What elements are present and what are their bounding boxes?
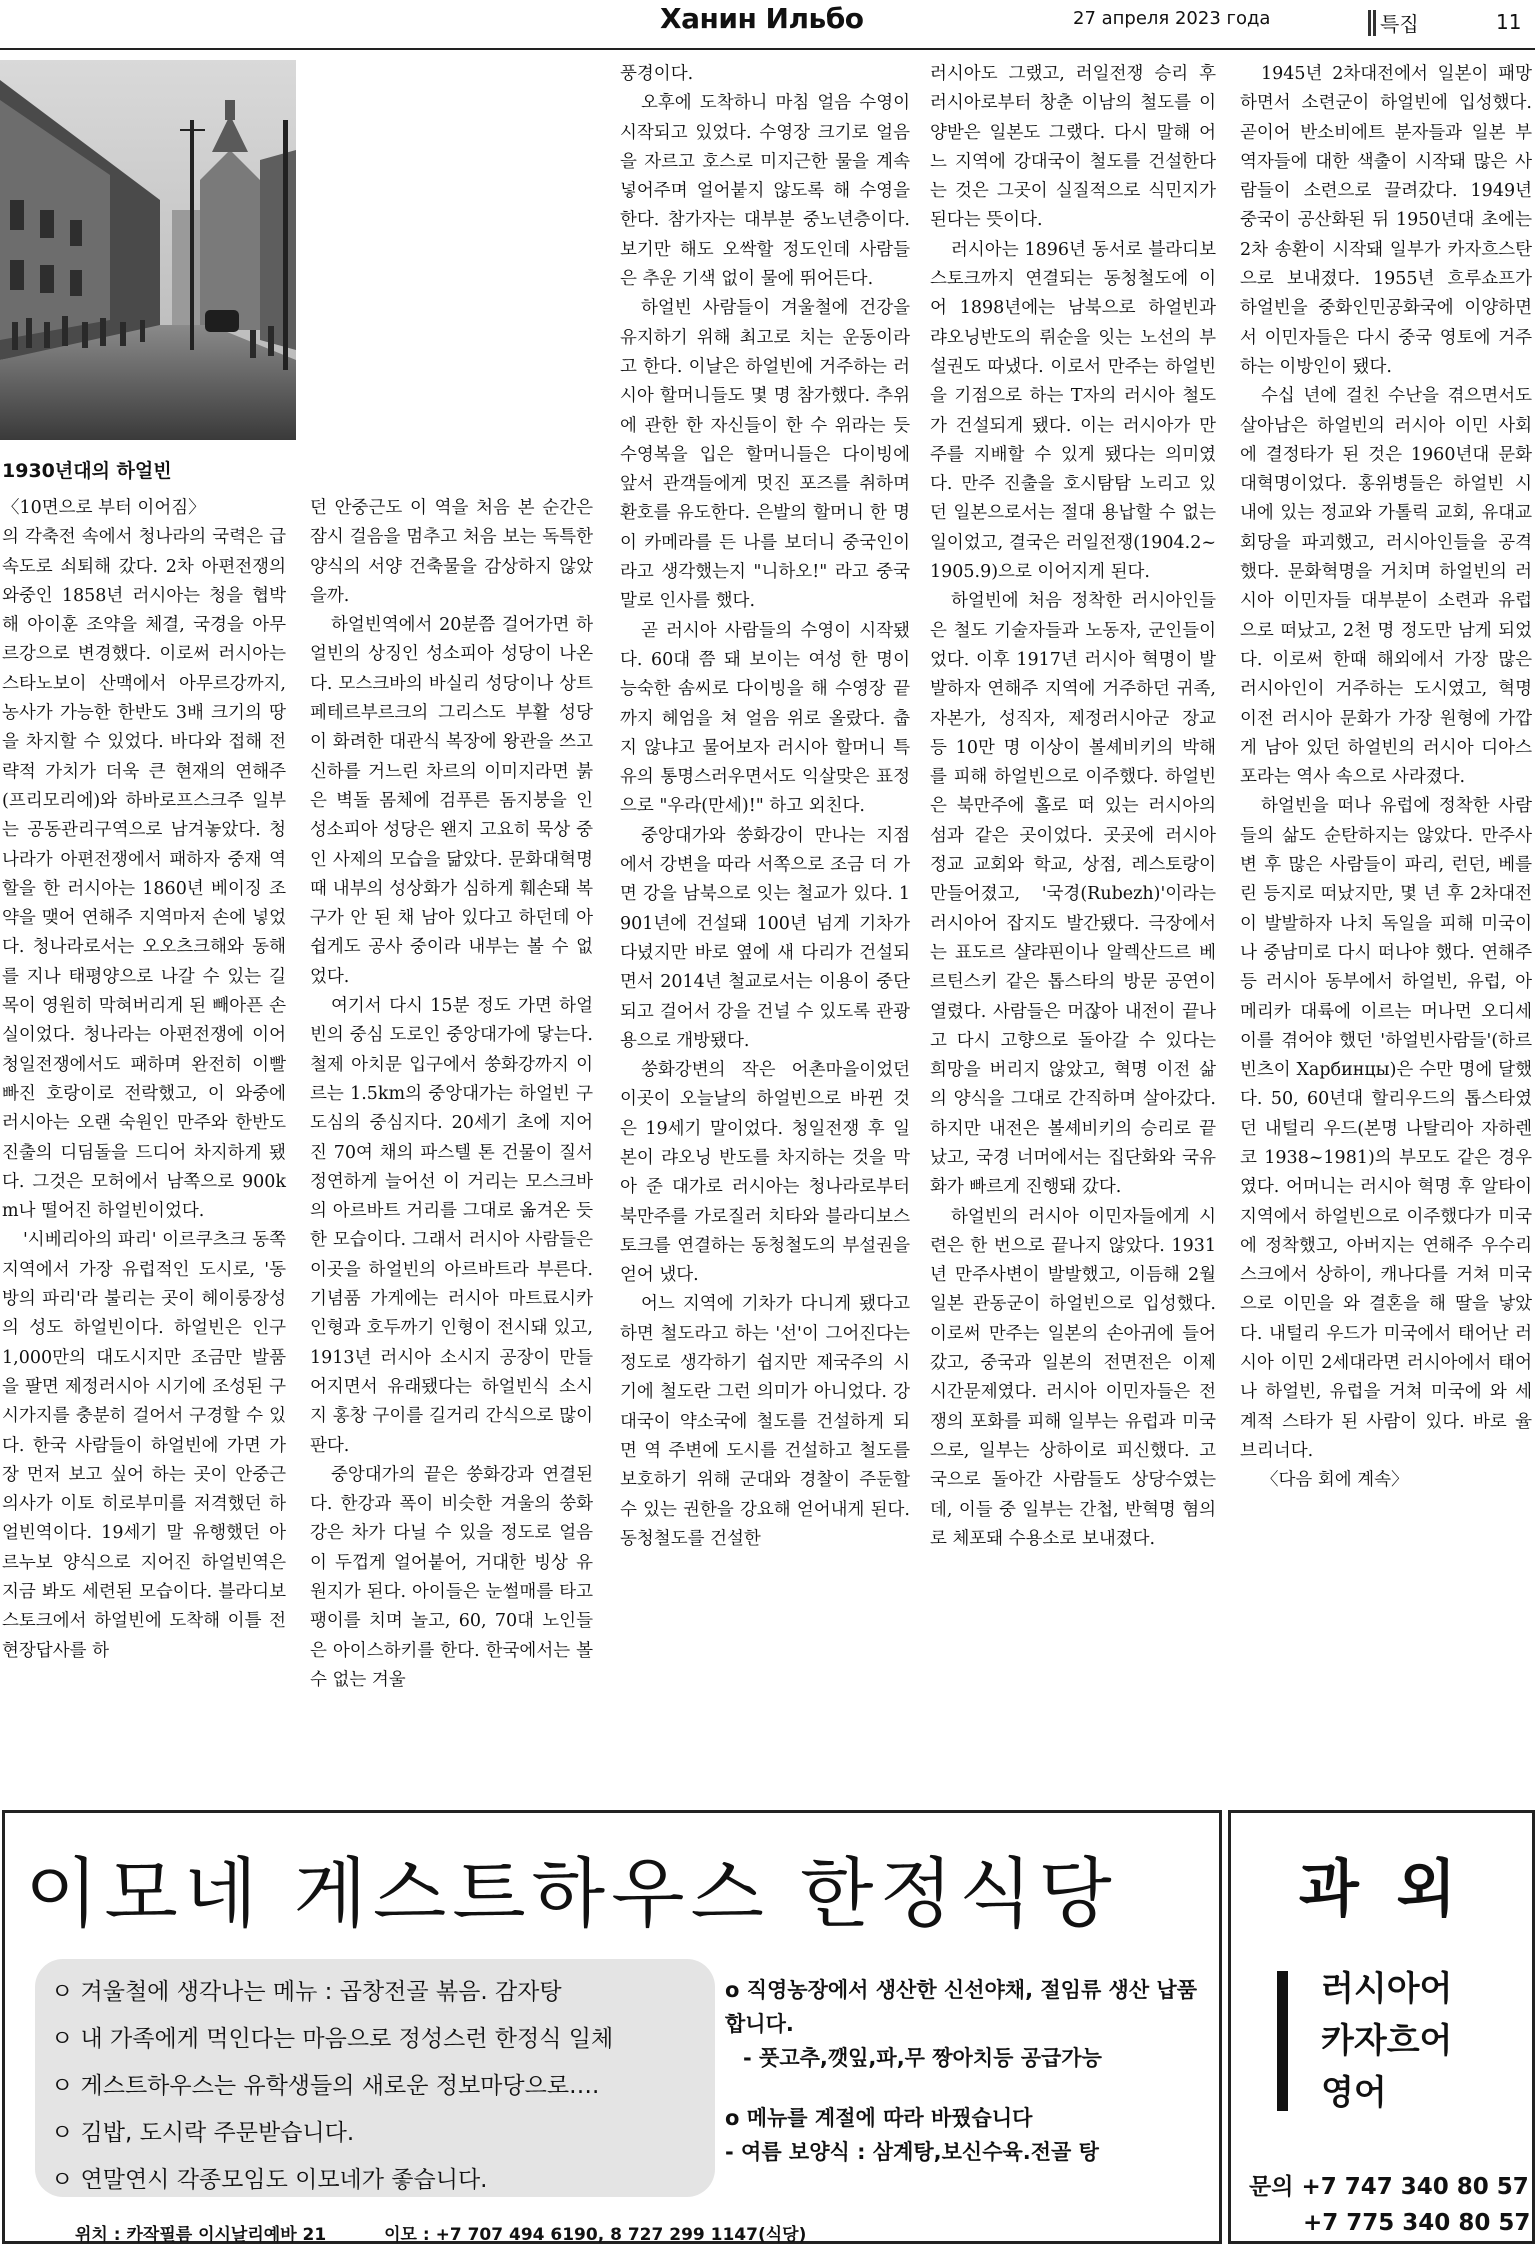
article-column-4: [930, 60, 1216, 1776]
contact-phone: +7 747 340 80 57: [1301, 2174, 1529, 2200]
ad-info-item: - 여름 보양식 : 삼계탕,보신수육.전골 탕: [725, 2140, 1099, 2164]
accent-bar: [1277, 1971, 1288, 2111]
ad-contact-line: [75, 2220, 858, 2245]
article-paragraph: 곧 러시아 사람들의 수영이 시작됐다. 60대 쯤 돼 보이는 여성 한 명이 능숙한 솜씨로 다이빙을 해 수영장 끝까지 헤엄을 쳐 얼음 위로 올랐다. 춥지 않냐고 물어보자 러시아 할머니 특유의 통명스러우면서도 익살맞은 표정으로 "우라(만세)!" 하고 외친다.: [620, 620, 910, 817]
header-rule: [0, 48, 1535, 50]
contact-phone: +7 775 340 80 57: [1303, 2210, 1531, 2236]
article-paragraph: 〈10면으로 부터 이어짐〉: [2, 498, 206, 518]
section-marker-icon: [1368, 10, 1376, 36]
article-paragraph: 오후에 도착하니 마침 얼음 수영이 시작되고 있었다. 수영장 크기로 얼음을 자르고 호스로 미지근한 물을 계속 넣어주며 얼어붙지 않도록 해 수영을 한다. 참가자는 대부분 중노년층이다. 보기만 해도 오싹할 정도인데 사람들은 추운 기색 없이 물에 뛰어든다.: [620, 93, 910, 290]
ad-title: 과 외: [1298, 1852, 1465, 1925]
article-paragraph: 하얼빈역에서 20분쯤 걸어가면 하얼빈의 상징인 성소피아 성당이 나온다. 모스크바의 바실리 성당이나 상트페테르부르크의 그리스도 부활 성당이 화려한 대관식 복장에 왕관을 쓰고 신하를 거느린 차르의 이미지라면 붉은 벽돌 몸체에 검푸른 돔지붕을 인 성소피아 성당은 왠지 고요히 묵상 중인 사제의 모습을 닮았다. 문화대혁명 때 내부의 성상화가 심하게 훼손돼 복구가 안 된 채 남아 있다고 하던데 아쉽게도 공사 중이라 내부는 볼 수 없었다.: [310, 615, 593, 987]
ad-info-item: o 메뉴를 계절에 따라 바꿨습니다: [725, 2106, 1033, 2130]
page-header: [0, 0, 1535, 50]
guesthouse-advertisement: [2, 1810, 1222, 2244]
continued-note: 〈다음 회에 계속〉: [1261, 1470, 1409, 1491]
article-paragraph: 러시아는 1896년 동서로 블라디보스토크까지 연결되는 동청철도에 이어 1898년에는 남북으로 하얼빈과 랴오닝반도의 뤼순을 잇는 노선의 부설권도 따냈다. 이로서 만주는 하얼빈을 기점으로 하는 T자의 러시아 철도가 건설되게 됐다. 이는 러시아가 만주를 지배할 수 있게 됐다는 의미였다. 만주 진출을 호시탐탐 노리고 있던 일본으로서는 절대 용납할 수 없는 일이었고, 결국은 러일전쟁(1904.2~1905.9)으로 이어지게 된다.: [930, 239, 1216, 583]
article-paragraph: 러시아도 그랬고, 러일전쟁 승리 후 러시아로부터 창춘 이남의 철도를 이양받은 일본도 그랬다. 다시 말해 어느 지역에 강대국이 철도를 건설한다는 것은 그곳이 실질적으로 식민지가 된다는 뜻이다.: [930, 64, 1216, 231]
article-paragraph: 하얼빈에 처음 정착한 러시아인들은 철도 기술자들과 노동자, 군인들이었다. 이후 1917년 러시아 혁명이 발발하자 연해주 지역에 거주하던 귀족, 자본가, 성직자, 제정러시아군 장교 등 10만 명 이상이 볼셰비키의 박해를 피해 하얼빈으로 이주했다. 하얼빈은 북만주에 홀로 떠 있는 러시아의 섬과 같은 곳이었다. 곳곳에 러시아 정교 교회와 학교, 상점, 레스토랑이 만들어졌고, '국경(Rubezh)'이라는 러시아어 잡지도 발간됐다. 극장에서는 표도르 샬랴핀이나 알렉산드르 베르틴스키 같은 톱스타의 방문 공연이 열렸다. 사람들은 머잖아 내전이 끝나고 다시 고향으로 돌아갈 수 있다는 희망을 버리지 않았고, 혁명 이전 삶의 양식을 그대로 간직하며 살아갔다. 하지만 내전은 볼셰비키의 승리로 끝났고, 국경 너머에서는 집단화와 국유화가 빠르게 진행돼 갔다.: [930, 591, 1216, 1198]
article-column-5: [1240, 60, 1532, 1491]
article-column-2: [310, 494, 593, 1776]
article-paragraph: '시베리아의 파리' 이르쿠츠크 동쪽 지역에서 가장 유럽적인 도시로, '동방의 파리'라 불리는 곳이 헤이룽장성의 성도 하얼빈이다. 하얼빈은 인구 1,000만의 대도시지만 조금만 발품을 팔면 제정러시아 시기에 조성된 구시가지를 충분히 걸어서 구경할 수 있다. 한국 사람들이 하얼빈에 가면 가장 먼저 보고 싶어 하는 곳이 안중근 의사가 이토 히로부미를 저격했던 하얼빈역이다. 19세기 말 유행했던 아르누보 양식으로 지어진 하얼빈역은 지금 봐도 세련된 모습이다. 블라디보스토크에서 하얼빈에 도착해 이틀 전 현장답사를 하: [2, 1230, 286, 1661]
article-paragraph: 풍경이다.: [620, 64, 694, 84]
article-paragraph: 1945년 2차대전에서 일본이 패망하면서 소련군이 하얼빈에 입성했다. 곧이어 반소비에트 분자들과 일본 부역자들에 대한 색출이 시작돼 많은 사람들이 소련으로 끌려갔다. 1949년 중국이 공산화된 뒤 1950년대 초에는 2차 송환이 시작돼 일부가 카자흐스탄으로 보내졌다. 1955년 흐루쇼프가 하얼빈을 중화인민공화국에 이양하면서 이민자들은 다시 중국 영토에 거주하는 이방인이 됐다.: [1240, 64, 1532, 377]
article-paragraph: 던 안중근도 이 역을 처음 본 순간은 잠시 걸음을 멈추고 처음 보는 독특한 양식의 서양 건축물을 감상하지 않았을까.: [310, 498, 593, 606]
article-paragraph: 하얼빈 사람들이 겨울철에 건강을 유지하기 위해 최고로 치는 운동이라고 한다. 이날은 하얼빈에 거주하는 러시아 할머니들도 몇 명 참가했다. 추위에 관한 한 자신들이 한 수 위라는 듯 수영복을 입은 할머니들은 다이빙에 앞서 관객들에게 멋진 포즈를 취하며 환호를 유도한다. 은발의 할머니 한 명이 카메라를 든 나를 보더니 중국인이라고 생각했는지 "니하오!" 라고 중국말로 인사를 했다.: [620, 298, 910, 612]
ad-info-block: [725, 1973, 1205, 2169]
article-paragraph: 여기서 다시 15분 정도 가면 하얼빈의 중심 도로인 중앙대가에 닿는다. 철제 아치문 입구에서 쑹화강까지 이르는 1.5km의 중앙대가는 하얼빈 구도심의 중심지다. 20세기 초에 지어진 70여 채의 파스텔 톤 건물이 질서정연하게 늘어선 이 거리는 모스크바의 아르바트 거리를 그대로 옮겨온 듯한 모습이다. 그래서 러시아 사람들은 이곳을 하얼빈의 아르바트라 부른다. 기념품 가게에는 러시아 마트료시카 인형과 호두까기 인형이 전시돼 있고, 1913년 러시아 소시지 공장이 만들어지면서 유래됐다는 하얼빈식 소시지 홍창 구이를 길거리 간식으로 많이 판다.: [310, 996, 593, 1456]
subject-item: 영어: [1321, 2073, 1387, 2113]
page-number: 11: [1496, 10, 1522, 34]
article-paragraph: 하얼빈을 떠나 유럽에 정착한 사람들의 삶도 순탄하지는 않았다. 만주사변 후 많은 사람들이 파리, 런던, 베를린 등지로 떠났지만, 몇 년 후 2차대전이 발발하자 나치 독일을 피해 미국이나 중남미로 다시 떠나야 했다. 연해주 등 러시아 동부에서 하얼빈, 유럽, 아메리카 대륙에 이르는 머나먼 오디세이를 겪어야 했던 '하얼빈사람들'(하르빈츠이 Харбинцы)은 수만 명에 달했다. 50, 60년대 할리우드의 톱스타였던 내털리 우드(본명 나탈리아 자하렌코 1938~1981)의 부모도 같은 경우였다. 어머니는 러시아 혁명 후 알타이 지역에서 하얼빈으로 이주했다가 미국에 정착했고, 아버지는 연해주 우수리스크에서 상하이, 캐나다를 거쳐 미국으로 이민을 와 결혼을 해 딸을 낳았다. 내털리 우드가 미국에서 태어난 러시아 이민 2세대라면 러시아에서 태어나 하얼빈, 유럽을 거쳐 미국에 와 세계적 스타가 된 사람이 있다. 바로 율 브리너다.: [1240, 796, 1532, 1461]
article-paragraph: 하얼빈의 러시아 이민자들에게 시련은 한 번으로 끝나지 않았다. 1931년 만주사변이 발발했고, 이듬해 2월 일본 관동군이 하얼빈으로 입성했다. 이로써 만주는 일본의 손아귀에 들어갔고, 중국과 일본의 전면전은 이제 시간문제였다. 러시아 이민자들은 전쟁의 포화를 피해 일부는 유럽과 미국으로, 일부는 상하이로 피신했다. 고국으로 돌아간 사람들도 상당수였는데, 이들 중 일부는 간첩, 반혁명 혐의로 체포돼 수용소로 보내졌다.: [930, 1206, 1216, 1549]
subject-item: 러시아어: [1321, 1969, 1453, 2009]
article-column-1: [2, 494, 286, 1776]
ad-info-item: - 풋고추,깻잎,파,무 짱아치등 공급가능: [743, 2046, 1102, 2070]
ad-title: 이모네 게스트하우스 한정식당: [25, 1849, 1118, 1938]
harbin-1930s-photo: [0, 60, 296, 440]
ad-menu-item: ㅇ 게스트하우스는 유학생들의 새로운 정보마당으로….: [51, 2073, 600, 2099]
subject-list: [1321, 1963, 1452, 2119]
issue-date: 27 апреля 2023 года: [1073, 8, 1271, 29]
article-column-3: [620, 60, 910, 1776]
ad-menu-item: ㅇ 연말연시 각종모임도 이모네가 좋습니다.: [51, 2167, 488, 2193]
article-paragraph: 의 각축전 속에서 청나라의 국력은 급속도로 쇠퇴해 갔다. 2차 아편전쟁의 와중인 1858년 러시아는 청을 협박해 아이훈 조약을 체결, 국경을 아무르강으로 변경했다. 이로써 러시아는 스타노보이 산맥에서 아무르강까지, 농사가 가능한 한반도 3배 크기의 땅을 차지할 수 있었다. 바다와 접해 전략적 가치가 더욱 큰 현재의 연해주(프리모리에)와 하바로프스크주 일부는 공동관리구역으로 남겨놓았다. 청나라가 아편전쟁에서 패하자 중재 역할을 한 러시아는 1860년 베이징 조약을 맺어 연해주 지역마저 손에 넣었다. 청나라로서는 오오츠크해와 동해를 지나 태평양으로 나갈 수 있는 길목이 영원히 막혀버리게 된 빼아픈 손실이었다. 청나라는 아편전쟁에 이어 청일전쟁에서도 패하며 완전히 이빨 빠진 호랑이로 전락했고, 이 와중에 러시아는 오랜 숙원인 만주와 한반도 진출의 디딤돌을 드디어 차지하게 됐다. 그것은 모허에서 남쪽으로 900km나 떨어진 하얼빈이었다.: [2, 527, 286, 1222]
article-paragraph: 중앙대가와 쑹화강이 만나는 지점에서 강변을 따라 서쪽으로 조금 더 가면 강을 남북으로 잇는 철교가 있다. 1901년에 건설돼 100년 넘게 기차가 다녔지만 바로 옆에 새 다리가 건설되면서 2014년 철교로서는 이용이 중단되고 걸어서 강을 건널 수 있도록 관광용으로 개방됐다.: [620, 825, 910, 1051]
ad-menu-item: ㅇ 김밥, 도시락 주문받습니다.: [51, 2120, 355, 2146]
photo-caption: 1930년대의 하얼빈: [2, 460, 172, 482]
ad-menu-item: ㅇ 내 가족에게 먹인다는 마음으로 정성스런 한정식 일체: [51, 2026, 614, 2052]
tutoring-advertisement: [1228, 1810, 1535, 2244]
section-label: 특집: [1380, 12, 1419, 36]
ad-phone: 이모 : +7 707 494 6190, 8 727 299 1147(식당): [384, 2225, 807, 2245]
masthead: Ханин Ильбо: [660, 2, 864, 35]
article-paragraph: 수십 년에 걸친 수난을 겪으면서도 살아남은 하얼빈의 러시아 이민 사회에 결정타가 된 것은 1960년대 문화대혁명이었다. 홍위병들은 하얼빈 시내에 있는 정교와 가톨릭 교회, 유대교 회당을 파괴했고, 러시아인들을 공격했다. 문화혁명을 거치며 하얼빈의 러시아 이민자들 대부분이 소련과 유럽으로 떠났고, 2천 명 정도만 남게 되었다. 이로써 한때 해외에서 가장 많은 러시아인이 거주하는 도시였고, 혁명 이전 러시아 문화가 가장 원형에 가깝게 남아 있던 하얼빈의 러시아 디아스포라는 역사 속으로 사라졌다.: [1240, 386, 1532, 788]
ad-menu-box: [35, 1959, 715, 2197]
article-paragraph: 쑹화강변의 작은 어촌마을이었던 이곳이 오늘날의 하얼빈으로 바뀐 것은 19세기 말이었다. 청일전쟁 후 일본이 랴오닝 반도를 차지하는 것을 막아 준 대가로 러시아는 청나라로부터 북만주를 가로질러 치타와 블라디보스토크를 연결하는 동청철도의 부설권을 얻어 냈다.: [620, 1060, 910, 1286]
ad-info-item: o 직영농장에서 생산한 신선야채, 절임류 생산 납품합니다.: [725, 1978, 1197, 2036]
ad-menu-item: ㅇ 겨울철에 생각나는 메뉴 : 곱창전골 볶음. 감자탕: [51, 1979, 562, 2005]
contact-label: 문의: [1249, 2174, 1294, 2200]
article-paragraph: 어느 지역에 기차가 다니게 됐다고 하면 철도라고 하는 '선'이 그어진다는 정도로 생각하기 쉽지만 제국주의 시기에 철도란 그런 의미가 아니었다. 강대국이 약소국에 철도를 건설하게 되면 역 주변에 도시를 건설하고 철도를 보호하기 위해 군대와 경찰이 주둔할 수 있는 권한을 강요해 얻어내게 된다. 동청철도를 건설한: [620, 1294, 910, 1549]
subject-item: 카자흐어: [1321, 2021, 1453, 2061]
ad-location: 위치 : 카작필름 이시날리예바 21: [75, 2225, 327, 2245]
article-paragraph: 중앙대가의 끝은 쑹화강과 연결된다. 한강과 폭이 비슷한 겨울의 쑹화강은 차가 다닐 수 있을 정도로 얼음이 두껍게 얼어붙어, 거대한 빙상 유원지가 된다. 아이들은 눈썰매를 타고 팽이를 치며 놀고, 60, 70대 노인들은 아이스하키를 한다. 한국에서는 볼 수 없는 겨울: [310, 1464, 593, 1690]
ad-contact: [1249, 2169, 1530, 2241]
